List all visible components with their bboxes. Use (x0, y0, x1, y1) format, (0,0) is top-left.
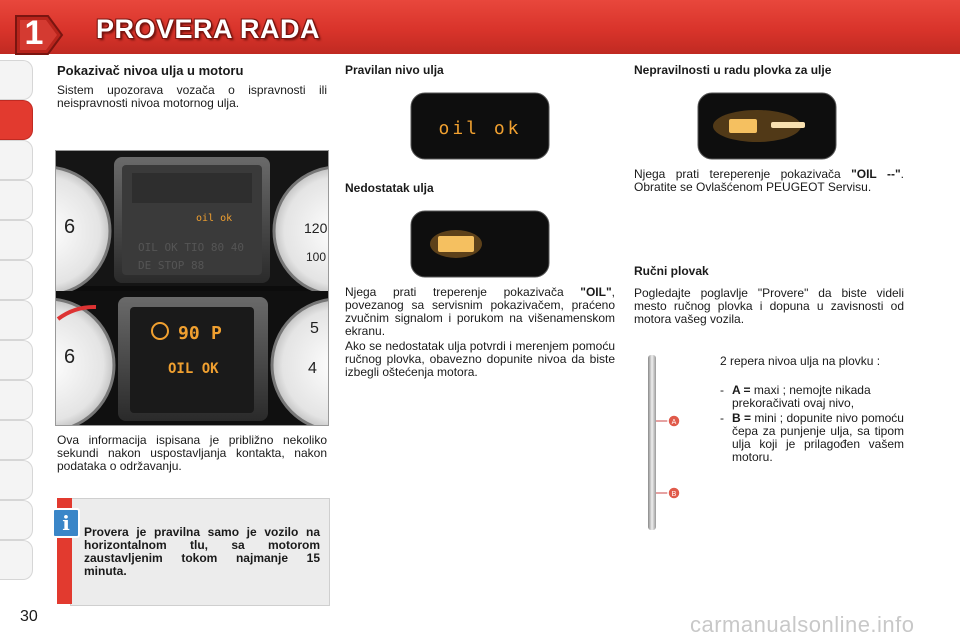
low-oil-paragraph-2: Ako se nedostatak ulja potvrdi i merenjem pomoću ručnog plovka, obavezno dopunite nivoa da biste izbegli oštećenja motora. (345, 339, 615, 379)
fault-paragraph: Njega prati tereperenje pokazivača "OIL --". Obratite se Ovlašćenom PEUGEOT Servisu. (634, 167, 904, 194)
svg-text:6: 6 (64, 216, 76, 238)
intro-text: Sistem upozorava vozača o ispravnosti ili neispravnosti nivoa motornog ulja. (57, 83, 327, 110)
mark-a-description: - A = maxi ; nemojte nikada prekoračivati ovaj nivo, (720, 383, 871, 410)
info-icon: i (52, 508, 80, 538)
dipstick-illustration (640, 355, 692, 535)
oil-warning-icon (438, 236, 474, 252)
dipstick-rod (648, 355, 656, 530)
svg-text:5: 5 (310, 320, 319, 337)
dipstick-marks-intro: 2 repera nivoa ulja na plovku : (720, 354, 881, 368)
dipstick-paragraph: Pogledajte poglavlje "Provere" da biste videli mesto ručnog plovka i dopuna u zavisnosti od motora vašeg vozila. (634, 286, 904, 326)
chapter-tab-active[interactable] (0, 100, 33, 140)
chapter-tab[interactable] (0, 180, 33, 220)
oil-fault-dashes (771, 122, 805, 128)
oil-warning-display (410, 210, 550, 278)
mark-b-description: - B = mini ; dopunite nivo pomoću čepa za punjenje ulja, sa tipom ulja koji je prilagođen vašem motoru. (720, 411, 904, 464)
svg-text:120: 120 (304, 220, 328, 236)
chapter-number: 1 (24, 14, 44, 52)
svg-text:DE STOP 88: DE STOP 88 (138, 259, 205, 272)
oil-ok-display (410, 92, 550, 160)
svg-text:4: 4 (308, 360, 317, 377)
chapter-tab[interactable] (0, 380, 33, 420)
chapter-tab[interactable] (0, 60, 33, 100)
mark-b-label: B = (732, 411, 752, 425)
section-heading-low-oil: Nedostatak ulja (345, 181, 434, 195)
section-heading-correct-level: Pravilan nivo ulja (345, 63, 444, 77)
oil-fault-display (697, 92, 837, 160)
svg-text:B: B (671, 491, 677, 498)
mark-a-label: A = (732, 383, 751, 397)
upper-oil-readout: oil ok (196, 213, 233, 224)
chapter-tab[interactable] (0, 420, 33, 460)
after-image-text: Ova informacija ispisana je približno nekoliko sekundi nakon uspostavljanja kontakta, nakon podataka o održavanju. (57, 433, 327, 473)
section-heading-dipstick: Ručni plovak (634, 264, 709, 278)
section-heading-dipstick-fault: Nepravilnosti u radu plovka za ulje (634, 63, 832, 77)
section-heading-oil-level: Pokazivač nivoa ulja u motoru (57, 63, 244, 78)
instrument-panel-illustration (55, 150, 329, 426)
instrument-panel-drawing (56, 151, 328, 425)
chapter-tab[interactable] (0, 260, 33, 300)
chapter-tab[interactable] (0, 220, 33, 260)
svg-text:100: 100 (306, 250, 327, 264)
oil-indicator-label: "OIL" (580, 285, 612, 299)
chapter-tab[interactable] (0, 460, 33, 500)
info-box-text: Provera je pravilna samo je vozilo na horizontalnom tlu, sa motorom zaustavljenim tokom najmanje 15 minuta. (84, 525, 320, 578)
chapter-tab[interactable] (0, 500, 33, 540)
low-oil-paragraph-1: Njega prati treperenje pokazivača "OIL", povezanog sa servisnim pokazivačem, praćeno zvučnim signalom i porukom na višenamenskom ekranu. (345, 285, 615, 338)
chapter-tab[interactable] (0, 300, 33, 340)
chapter-tab[interactable] (0, 540, 33, 580)
oil-ok-display-text: oil ok (438, 118, 522, 139)
oil-fault-icon (729, 119, 757, 133)
chapter-tabs (0, 60, 34, 580)
svg-text:6: 6 (64, 346, 76, 368)
oil-fault-label: "OIL --" (851, 167, 901, 181)
lower-gear-readout: P (211, 323, 222, 344)
page-number: 30 (20, 608, 38, 625)
page-title: PROVERA RADA (96, 14, 321, 44)
lower-oil-readout: OIL OK (168, 361, 219, 377)
svg-text:A: A (671, 419, 677, 426)
chapter-tab[interactable] (0, 340, 33, 380)
lower-temp-readout: 90 (178, 323, 200, 344)
watermark: carmanualsonline.info (690, 612, 915, 637)
svg-text:OIL OK TIO 80 40: OIL OK TIO 80 40 (138, 241, 244, 254)
chapter-tab[interactable] (0, 140, 33, 180)
